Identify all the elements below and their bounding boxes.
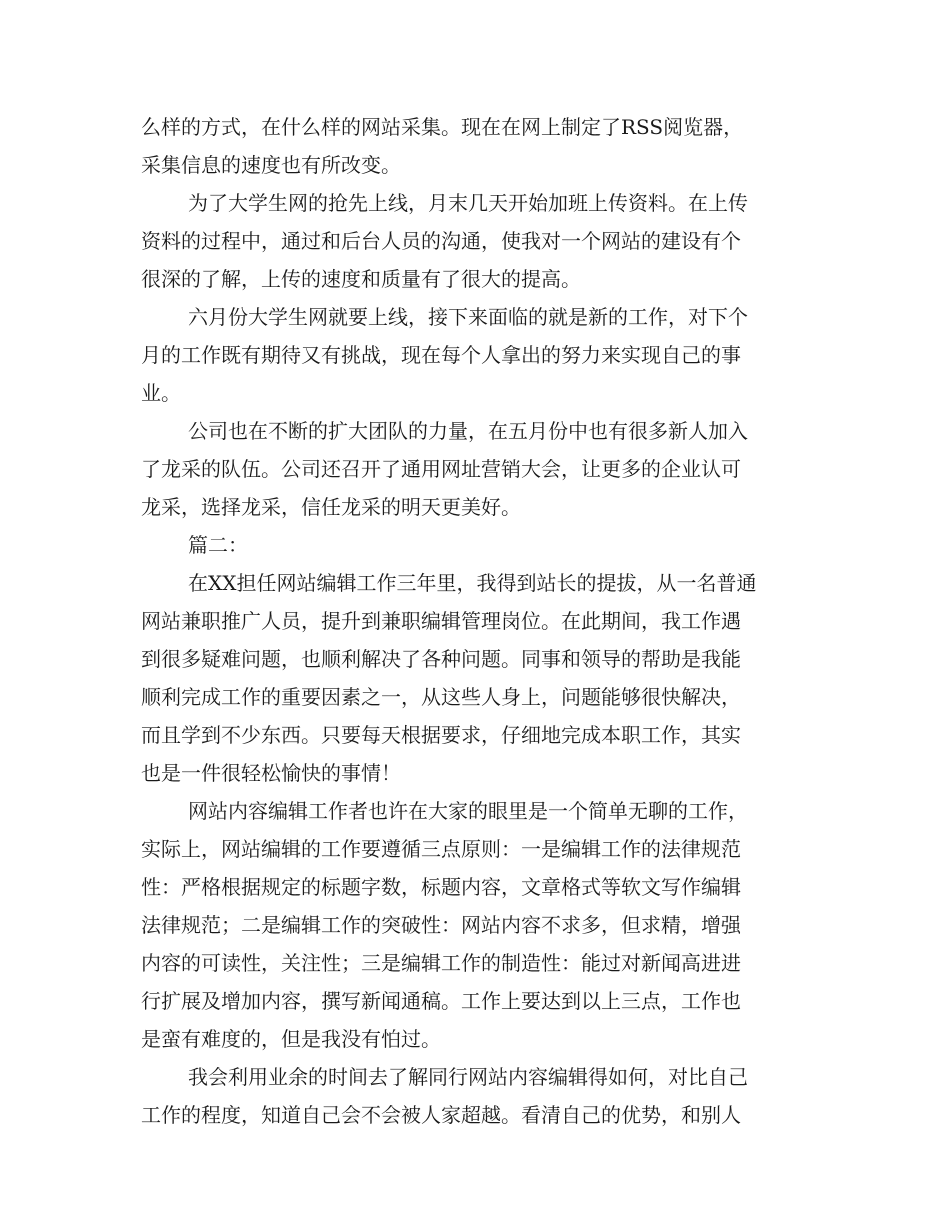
text-line: 采集信息的速度也有所改变。 <box>141 153 401 177</box>
text-line: 业。 <box>141 381 181 405</box>
text-line: 行扩展及增加内容，撰写新闻通稿。工作上要达到以上三点，工作也 <box>141 989 741 1013</box>
text-line: 资料的过程中，通过和后台人员的沟通，使我对一个网站的建设有个 <box>141 229 741 253</box>
text-line: 公司也在不断的扩大团队的力量，在五月份中也有很多新人加入 <box>188 419 748 443</box>
text-line: 实际上，网站编辑的工作要遵循三点原则：一是编辑工作的法律规范 <box>141 837 741 861</box>
text-line: 网站兼职推广人员，提升到兼职编辑管理岗位。在此期间，我工作遇 <box>141 609 741 633</box>
text-line: 很深的了解，上传的速度和质量有了很大的提高。 <box>141 267 581 291</box>
text-line: 顺利完成工作的重要因素之一，从这些人身上，问题能够很快解决， <box>141 685 741 709</box>
text-line: 么样的方式，在什么样的网站采集。现在在网上制定了RSS阅览器， <box>141 115 744 139</box>
text-line: 为了大学生网的抢先上线，月末几天开始加班上传资料。在上传 <box>188 191 748 215</box>
text-line: 工作的程度，知道自己会不会被人家超越。看清自己的优势，和别人 <box>141 1103 741 1127</box>
text-line: 内容的可读性，关注性；三是编辑工作的制造性：能过对新闻高进进 <box>141 951 741 975</box>
text-line: 六月份大学生网就要上线，接下来面临的就是新的工作，对下个 <box>188 305 748 329</box>
text-line: 在XX担任网站编辑工作三年里，我得到站长的提拔，从一名普通 <box>188 571 757 595</box>
body-text <box>141 108 813 1134</box>
text-line: 我会利用业余的时间去了解同行网站内容编辑得如何，对比自己 <box>188 1065 748 1089</box>
text-line: 法律规范；二是编辑工作的突破性：网站内容不求多，但求精，增强 <box>141 913 741 937</box>
text-line: 到很多疑难问题，也顺利解决了各种问题。同事和领导的帮助是我能 <box>141 647 741 671</box>
text-line: 了龙采的队伍。公司还召开了通用网址营销大会，让更多的企业认可 <box>141 457 741 481</box>
text-line: 月的工作既有期待又有挑战，现在每个人拿出的努力来实现自己的事 <box>141 343 741 367</box>
text-line: 网站内容编辑工作者也许在大家的眼里是一个简单无聊的工作， <box>188 799 748 823</box>
text-line: 是蛮有难度的，但是我没有怕过。 <box>141 1027 441 1051</box>
text-line: 性：严格根据规定的标题字数，标题内容，文章格式等软文写作编辑 <box>141 875 741 899</box>
text-line: 龙采，选择龙采，信任龙采的明天更美好。 <box>141 495 521 519</box>
text-line: 篇二： <box>188 533 248 557</box>
text-line: 而且学到不少东西。只要每天根据要求，仔细地完成本职工作，其实 <box>141 723 741 747</box>
text-line: 也是一件很轻松愉快的事情！ <box>141 761 401 785</box>
